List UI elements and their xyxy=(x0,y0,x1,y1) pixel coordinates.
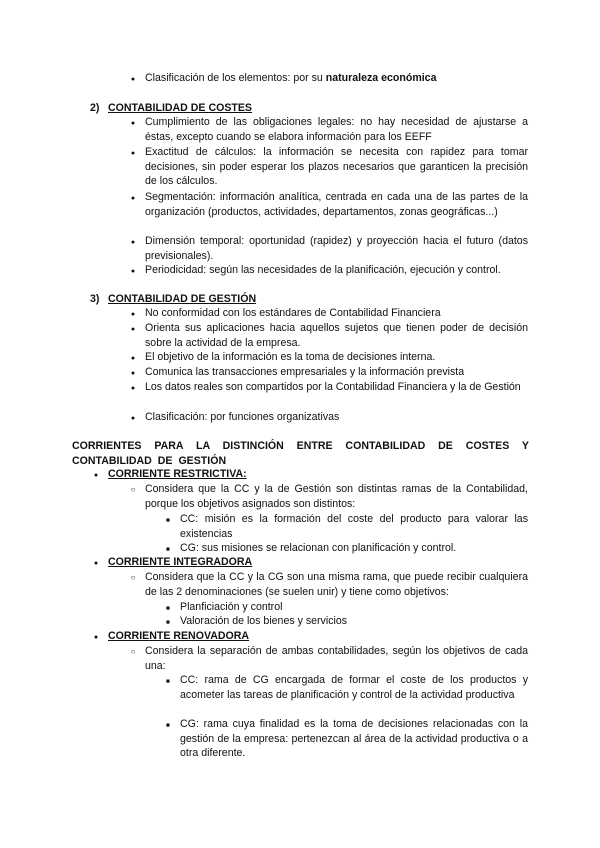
bullet-icon xyxy=(91,467,101,484)
list-item xyxy=(145,380,528,395)
item-text: Periodicidad: según las necesidades de la planificación, ejecución y control. xyxy=(145,264,501,276)
circle-bullet-icon xyxy=(128,570,138,586)
item-text: CC: misión es la formación del coste del producto para valorar las existencias xyxy=(180,513,528,540)
circle-bullet-icon xyxy=(128,644,138,660)
list-item xyxy=(145,234,528,263)
circle-bullet-icon xyxy=(128,482,138,498)
bullet-icon xyxy=(128,115,138,132)
section-heading: CONTABILIDAD DE COSTES xyxy=(108,102,252,114)
corriente-restrictiva xyxy=(108,467,528,482)
list-item xyxy=(145,263,528,278)
item-text: Valoración de los bienes y servicios xyxy=(180,615,348,627)
bullet-icon xyxy=(128,321,138,338)
corrientes-title: CORRIENTES PARA LA DISTINCIÓN ENTRE CONTABILIDAD DE COSTES Y CONTABILIDAD DE GESTIÓN xyxy=(72,440,529,467)
list-item xyxy=(145,321,528,350)
bullet-icon xyxy=(128,410,138,427)
corriente-label: CORRIENTE RENOVADORA xyxy=(108,630,250,642)
bullet-icon xyxy=(91,555,101,572)
corriente-renovadora xyxy=(108,629,528,644)
list-item xyxy=(145,350,528,365)
item-text: Planficiación y control xyxy=(180,601,283,613)
list-item xyxy=(145,306,528,321)
item-text: Orienta sus aplicaciones hacia aquellos sujetos que tienen poder de decisión sobre la actividad de la empresa. xyxy=(145,322,528,349)
list-item xyxy=(145,482,528,511)
item-text: El objetivo de la información es la toma de decisiones interna. xyxy=(145,351,436,363)
item-text: CG: sus misiones se relacionan con planificación y control. xyxy=(180,542,457,554)
bullet-icon xyxy=(128,145,138,162)
corriente-label: CORRIENTE INTEGRADORA xyxy=(108,556,253,568)
item-text: Considera la separación de ambas contabilidades, según los objetivos de cada una: xyxy=(145,645,528,672)
list-item xyxy=(145,145,528,189)
item-text: Exactitud de cálculos: la información se necesita con rapidez para tomar decisiones, sin poder esperar los plazos necesarios que garanticen la precisión de los cálculos. xyxy=(145,146,528,188)
item-text: Comunica las transacciones empresariales y la información prevista xyxy=(145,366,465,378)
item-text: Clasificación de los elementos: por su xyxy=(145,72,326,84)
item-text: CG: rama cuya finalidad es la toma de decisiones relacionadas con la gestión de la empresa: pertenezcan al área de la actividad productiva o a otra diferente. xyxy=(180,718,528,760)
item-text: Segmentación: información analítica, centrada en cada una de las partes de la organización (productos, actividades, departamentos, zonas geográficas...) xyxy=(145,191,528,218)
list-item xyxy=(145,644,528,673)
item-text: CC: rama de CG encargada de formar el coste de los productos y acometer las tareas de planificación y control de la actividad productiva xyxy=(180,674,528,701)
bullet-icon xyxy=(91,629,101,646)
square-bullet-icon xyxy=(163,673,173,690)
list-item xyxy=(145,365,528,380)
list-item xyxy=(180,717,528,761)
section-number: 3) xyxy=(90,293,100,305)
bullet-icon xyxy=(128,380,138,397)
bullet-icon xyxy=(128,234,138,251)
section-heading: CONTABILIDAD DE GESTIÓN xyxy=(108,293,257,305)
list-item xyxy=(145,410,528,425)
square-bullet-icon xyxy=(163,717,173,734)
list-item xyxy=(145,190,528,219)
list-item xyxy=(145,570,528,599)
item-text: Clasificación: por funciones organizativas xyxy=(145,411,340,423)
square-bullet-icon xyxy=(163,512,173,529)
item-text: Los datos reales son compartidos por la Contabilidad Financiera y la de Gestión xyxy=(145,381,521,393)
item-text: No conformidad con los estándares de Contabilidad Financiera xyxy=(145,307,441,319)
corriente-integradora xyxy=(108,555,528,570)
list-item xyxy=(180,512,528,541)
item-text: Considera que la CC y la CG son una misma rama, que puede recibir cualquiera de las 2 denominaciones (se suelen unir) y tiene como objetivos: xyxy=(145,571,528,598)
corriente-label: CORRIENTE RESTRICTIVA: xyxy=(108,468,247,480)
item-text: Dimensión temporal: oportunidad (rapidez) y proyección hacia el futuro (datos previsionales). xyxy=(145,235,528,262)
item-text: Cumplimiento de las obligaciones legales: no hay necesidad de ajustarse a éstas, excepto cuando se elabora información para los EEFF xyxy=(145,116,528,143)
section-number: 2) xyxy=(90,102,100,114)
bullet-icon xyxy=(128,190,138,207)
list-item xyxy=(180,673,528,702)
item-text: Considera que la CC y la de Gestión son distintas ramas de la Contabilidad, porque los objetivos asignados son distintos: xyxy=(145,483,528,510)
list-item xyxy=(180,600,528,615)
list-item xyxy=(145,71,535,86)
item-bold-text: naturaleza económica xyxy=(325,72,437,84)
list-item xyxy=(180,541,528,556)
list-item xyxy=(180,614,528,629)
bullet-icon xyxy=(128,263,138,280)
bullet-icon xyxy=(128,71,138,88)
list-item xyxy=(145,115,528,144)
